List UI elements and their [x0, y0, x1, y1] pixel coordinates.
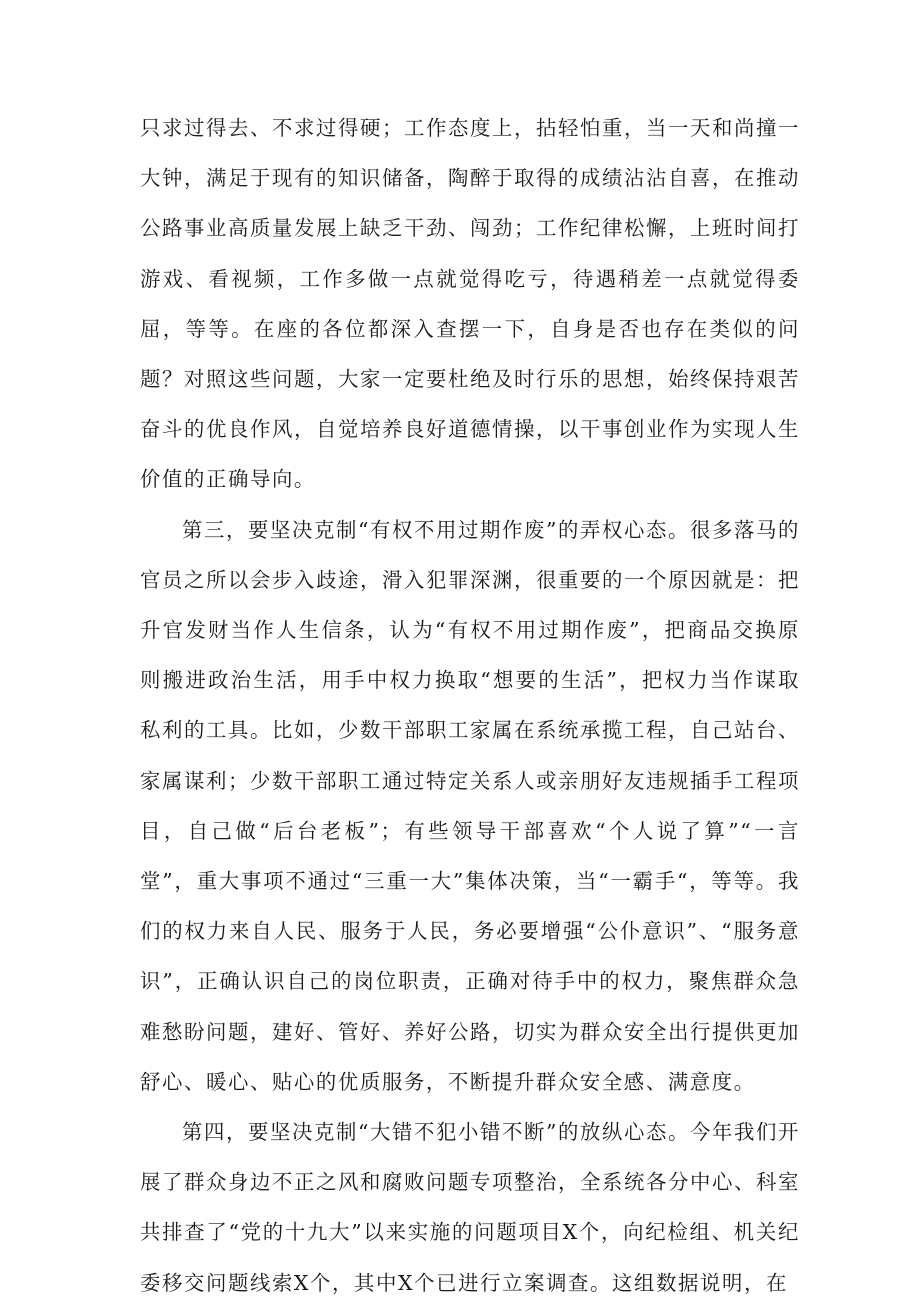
document-body [140, 103, 800, 1308]
paragraph-fourth-point: 第四，要坚决克制“大错不犯小错不断”的放纵心态。今年我们开展了群众身边不正之风和腐败问题专项整治，全系统各分中心、科室共排查了“党的十九大”以来实施的问题项目X个，向纪检组、机关纪委移交问题线索X个，其中X个已进行立案调查。这组数据说明，在 [140, 1120, 800, 1295]
paragraph-continuation: 只求过得去、不求过得硬；工作态度上，拈轻怕重，当一天和尚撞一大钟，满足于现有的知识储备，陶醉于取得的成绩沾沾自喜，在推动公路事业高质量发展上缺乏干劲、闯劲；工作纪律松懈，上班时间打游戏、看视频，工作多做一点就觉得吃亏，待遇稍差一点就觉得委屈，等等。在座的各位都深入查摆一下，自身是否也存在类似的问题？对照这些问题，大家一定要杜绝及时行乐的思想，始终保持艰苦奋斗的优良作风，自觉培养良好道德情操，以干事创业作为实现人生价值的正确导向。 [140, 116, 800, 492]
paragraph-third-point: 第三，要坚决克制“有权不用过期作废”的弄权心态。很多落马的官员之所以会步入歧途，滑入犯罪深渊，很重要的一个原因就是：把升官发财当作人生信条，认为“有权不用过期作废”，把商品交换原则搬进政治生活，用手中权力换取“想要的生活”，把权力当作谋取私利的工具。比如，少数干部职工家属在系统承揽工程，自己站台、家属谋利；少数干部职工通过特定关系人或亲朋好友违规插手工程项目，自己做“后台老板”；有些领导干部喜欢“个人说了算”“一言堂”，重大事项不通过“三重一大”集体决策，当“一霸手“，等等。我们的权力来自人民、服务于人民，务必要增强“公仆意识”、“服务意识”，正确认识自己的岗位职责，正确对待手中的权力，聚焦群众急难愁盼问题，建好、管好、养好公路，切实为群众安全出行提供更加舒心、暖心、贴心的优质服务，不断提升群众安全感、满意度。 [140, 517, 800, 1094]
